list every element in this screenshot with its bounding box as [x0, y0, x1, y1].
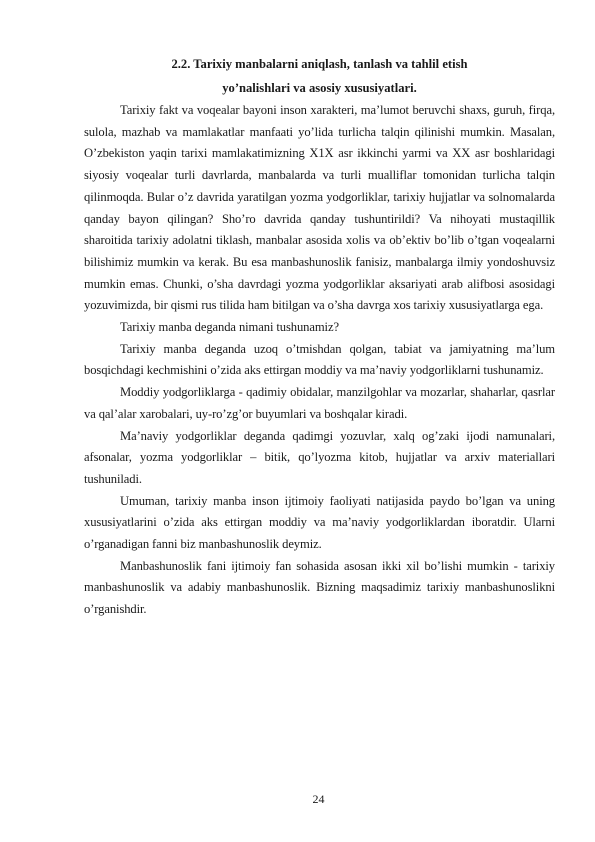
- section-heading: 2.2. Tarixiy manbalarni aniqlash, tanlash va tahlil etish: [171, 57, 468, 71]
- paragraph-question: Tarixiy manba deganda nimani tushunamiz?: [120, 320, 339, 335]
- document-body: [84, 100, 555, 621]
- paragraph-material-monuments: Moddiy yodgorliklarga - qadimiy obidalar, manzilgohlar va mozarlar, shaharlar, qasrlar va qal’alar xarobalari, uy-ro’zg’or buyumlari va boshqalar kiradi.: [84, 385, 555, 421]
- page-number: 24: [312, 792, 325, 806]
- paragraph-summary: Umuman, tarixiy manba inson ijtimoiy faoliyati natijasida paydo bo’lgan va uning xususiyatlarini o’zida aks ettirgan moddiy va ma’naviy yodgorliklardan iboratdir. Ularni o’rganadigan fanni biz manbashunoslik deymiz.: [84, 493, 555, 552]
- paragraph-definition: Tarixiy manba deganda uzoq o’tmishdan qolgan, tabiat va jamiyatning ma’lum bosqichdagi kechmishini o’zida aks ettirgan moddiy va ma’naviy yodgorliklarni tushunamiz.: [84, 341, 555, 378]
- paragraph-source-studies: Manbashunoslik fani ijtimoiy fan sohasida asosan ikki xil bo’lishi mumkin - tarixiy manbashunoslik va adabiy manbashunoslik. Bizning maqsadimiz tarixiy manbashunoslikni o’rganishdir.: [84, 558, 555, 617]
- section-subheading: yo’nalishlari va asosiy xususiyatlari.: [222, 81, 417, 95]
- paragraph-intro: Tarixiy fakt va voqealar bayoni inson xarakteri, ma’lumot beruvchi shaxs, guruh, firqa, sulola, mazhab va mamlakatlar manfaati yo’lida turlicha talqin qilinishi mumkin. Masalan, O’zbekiston yaqin tarixi mamlakatimizning X1X asr ikkinchi yarmi va XX asr boshlaridagi siyosiy voqealar turli davrlarda, manbalarda va turli mualliflar tomonidan turlicha talqin qilinmoqda. Bular o’z davrida yaratilgan yozma yodgorliklar, tarixiy hujjatlar va solnomalarda qanday bayon qilingan? Sho’ro davrida qanday tushuntirildi? Va nihoyati mustaqillik sharoitida tarixiy adolatni tiklash, manbalar asosida xolis va ob’ektiv bo’lib o’tgan voqealarni bilishimiz mumkin va kerak. Bu esa manbashunoslik fanisiz, manbalarga ilmiy yondoshuvsiz mumkin emas. Chunki, o’sha davrdagi yozma yodgorliklar aksariyati arab alifbosi asosidagi yozuvimizda, bir qismi rus tilida ham bitilgan va o’sha davrga xos tarixiy xususiyatlarga ega.: [84, 103, 555, 313]
- paragraph-spiritual-monuments: Ma’naviy yodgorliklar deganda qadimgi yozuvlar, xalq og’zaki ijodi namunalari, afsonalar, yozma yodgorliklar – bitik, qo’lyozma kitob, hujjatlar va arxiv materiallari tushuniladi.: [84, 428, 555, 486]
